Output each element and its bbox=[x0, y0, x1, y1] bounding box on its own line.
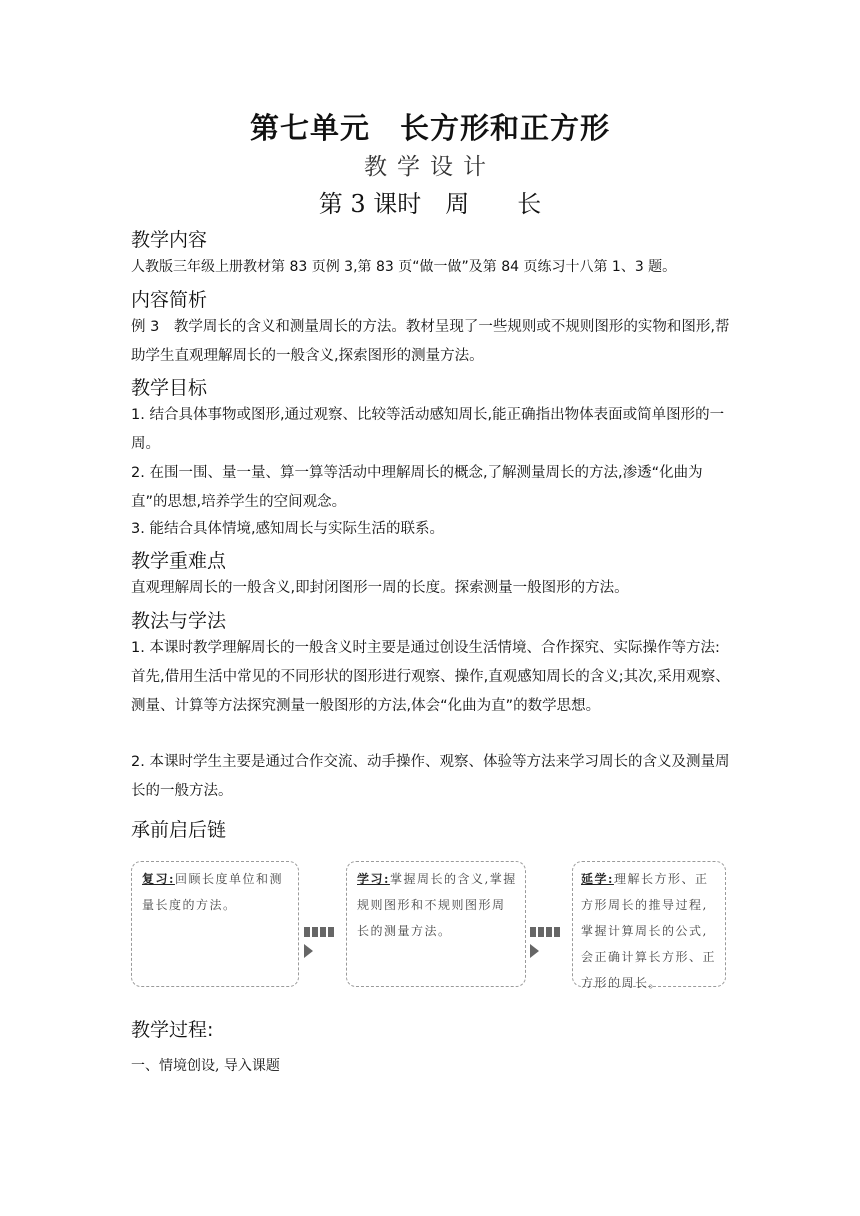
process-step-1: 一、情境创设, 导入课题 bbox=[131, 1058, 280, 1074]
unit-title: 第七单元 长方形和正方形 bbox=[249, 111, 610, 145]
arrow-icon bbox=[304, 921, 344, 935]
arrow-icon bbox=[530, 921, 570, 935]
goals-heading: 教学目标 bbox=[131, 377, 208, 399]
extend-box bbox=[572, 861, 726, 990]
content-text: 人教版三年级上册教材第 83 页例 3,第 83 页“做一做”及第 84 页练习十八第 1、3 题。 bbox=[131, 259, 677, 275]
subtitle: 教学设计 bbox=[364, 154, 496, 180]
review-tag: 复习: bbox=[142, 872, 175, 886]
analysis-heading: 内容简析 bbox=[131, 289, 208, 311]
process-heading: 教学过程: bbox=[131, 1019, 214, 1041]
method-item-1: 1. 本课时教学理解周长的一般含义时主要是通过创设生活情境、合作探究、实际操作等方法:首先,借用生活中常见的不同形状的图形进行观察、操作,直观感知周长的含义;其次,采用观察、测量、计算等方法探究测量一般图形的方法,体会“化曲为直”的数学思想。 bbox=[131, 640, 730, 714]
extend-tag: 延学: bbox=[581, 872, 614, 886]
goal-item-2: 2. 在围一围、量一量、算一算等活动中理解周长的概念,了解测量周长的方法,渗透“化曲为直”的思想,培养学生的空间观念。 bbox=[131, 465, 703, 510]
learn-box bbox=[346, 861, 526, 987]
extend-text: 理解长方形、正方形周长的推导过程,掌握计算周长的公式,会正确计算长方形、正方形的周长。 bbox=[581, 872, 717, 990]
review-text: 回顾长度单位和测量长度的方法。 bbox=[142, 872, 283, 912]
goal-item-1: 1. 结合具体事物或图形,通过观察、比较等活动感知周长,能正确指出物体表面或简单图形的一周。 bbox=[131, 407, 725, 452]
method-item-2: 2. 本课时学生主要是通过合作交流、动手操作、观察、体验等方法来学习周长的含义及测量周长的一般方法。 bbox=[131, 754, 730, 799]
content-heading: 教学内容 bbox=[131, 229, 208, 251]
learn-tag: 学习: bbox=[357, 872, 390, 886]
key-points-heading: 教学重难点 bbox=[131, 550, 227, 572]
analysis-text: 例 3 教学周长的含义和测量周长的方法。教材呈现了一些规则或不规则图形的实物和图形,帮助学生直观理解周长的一般含义,探索图形的测量方法。 bbox=[131, 319, 730, 364]
methods-heading: 教法与学法 bbox=[131, 610, 227, 632]
link-chain-heading: 承前启后链 bbox=[131, 819, 227, 841]
key-points-text: 直观理解周长的一般含义,即封闭图形一周的长度。探索测量一般图形的方法。 bbox=[131, 580, 629, 596]
review-box bbox=[131, 861, 299, 987]
lesson-title: 第 3 课时 周 长 bbox=[318, 190, 542, 218]
learn-text: 掌握周长的含义,掌握规则图形和不规则图形周长的测量方法。 bbox=[357, 872, 517, 938]
goal-item-3: 3. 能结合具体情境,感知周长与实际生活的联系。 bbox=[131, 521, 445, 537]
